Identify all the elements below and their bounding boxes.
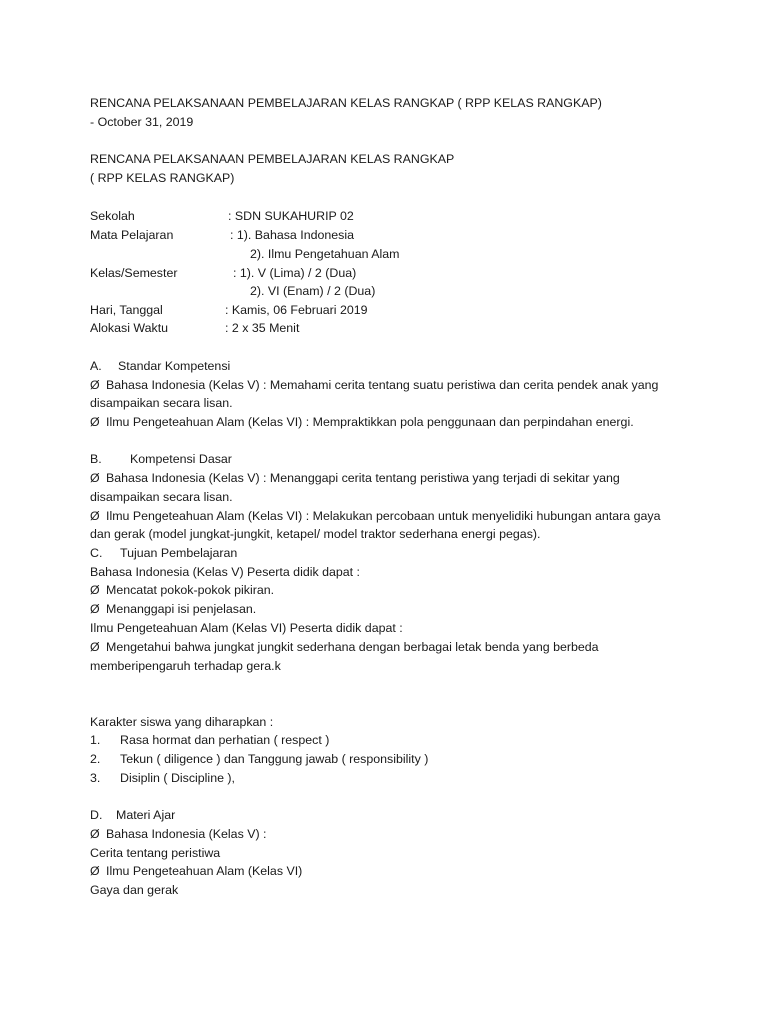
section-d-bi [90, 825, 267, 843]
identity-hari [90, 301, 368, 319]
alokasi-label: Alokasi Waktu [90, 321, 169, 335]
section-c-bi-intro: Bahasa Indonesia (Kelas V) Peserta didik dapat : [90, 565, 361, 579]
kelas-label: Kelas/Semester [90, 266, 178, 280]
section-c-ipa-item-1 [90, 638, 599, 656]
section-b-item-1-text: Bahasa Indonesia (Kelas V) : Menanggapi cerita tentang peristiwa yang terjadi di sekitar yang [106, 471, 620, 485]
section-d-ipa [90, 862, 302, 880]
section-a-title: Standar Kompetensi [118, 359, 231, 373]
section-c-ipa-item-1-text: Mengetahui bahwa jungkat jungkit sederhana dengan berbagai letak benda yang berbeda [106, 640, 599, 654]
section-b-item-1 [90, 469, 620, 487]
section-c-heading [90, 544, 237, 562]
list-item [90, 750, 428, 768]
section-d-ipa-text: Gaya dan gerak [90, 883, 179, 897]
section-a-item-2 [90, 413, 634, 431]
section-b-item-1-cont: disampaikan secara lisan. [90, 490, 233, 504]
bullet-icon: Ø [90, 509, 100, 523]
bullet-icon: Ø [90, 378, 100, 392]
list-item-text: Tekun ( diligence ) dan Tanggung jawab ( responsibility ) [120, 752, 429, 766]
mapel-value-1: : 1). Bahasa Indonesia [230, 228, 354, 242]
section-b-heading [90, 450, 232, 468]
list-item-number: 1. [90, 733, 101, 747]
document-date: - October 31, 2019 [90, 115, 194, 129]
section-b-item-2-cont: dan gerak (model jungkat-jungkit, ketapel/ model traktor sederhana energi pegas). [90, 527, 541, 541]
identity-mapel [90, 226, 354, 244]
list-item-text: Disiplin ( Discipline ), [120, 771, 235, 785]
section-c-ipa-item-1-cont: memberipengaruh terhadap gera.k [90, 659, 281, 673]
section-a-item-1-cont: disampaikan secara lisan. [90, 396, 233, 410]
bullet-icon: Ø [90, 583, 100, 597]
section-d-ipa-label: Ilmu Pengeteahuan Alam (Kelas VI) [106, 864, 303, 878]
bullet-icon: Ø [90, 864, 100, 878]
section-b-title: Kompetensi Dasar [130, 452, 232, 466]
bullet-icon: Ø [90, 827, 100, 841]
identity-kelas [90, 264, 356, 282]
bullet-icon: Ø [90, 602, 100, 616]
identity-sekolah [90, 207, 354, 225]
section-c-bi-item-2 [90, 600, 256, 618]
section-d-heading [90, 806, 175, 824]
bullet-icon: Ø [90, 415, 100, 429]
section-a-item-2-text: Ilmu Pengeteahuan Alam (Kelas VI) : Mempraktikkan pola penggunaan dan perpindahan energi. [106, 415, 634, 429]
identity-alokasi [90, 319, 299, 337]
list-item-number: 3. [90, 771, 101, 785]
list-item [90, 731, 329, 749]
section-a-item-1-text: Bahasa Indonesia (Kelas V) : Memahami cerita tentang suatu peristiwa dan cerita pendek anak yang [106, 378, 659, 392]
section-c-bi-item-1 [90, 581, 274, 599]
section-c-bi-item-1-text: Mencatat pokok-pokok pikiran. [106, 583, 275, 597]
section-d-bi-text: Cerita tentang peristiwa [90, 846, 221, 860]
mapel-label: Mata Pelajaran [90, 228, 174, 242]
section-c-bi-item-2-text: Menanggapi isi penjelasan. [106, 602, 257, 616]
section-c-ipa-intro: Ilmu Pengeteahuan Alam (Kelas VI) Peserta didik dapat : [90, 621, 403, 635]
hari-value: : Kamis, 06 Februari 2019 [225, 303, 368, 317]
section-a-letter: A. [90, 359, 102, 373]
document-subtitle: RENCANA PELAKSANAAN PEMBELAJARAN KELAS RANGKAP [90, 152, 455, 166]
section-b-item-2 [90, 507, 661, 525]
section-d-letter: D. [90, 808, 103, 822]
list-item-number: 2. [90, 752, 101, 766]
section-a-heading [90, 357, 230, 375]
section-b-item-2-text: Ilmu Pengeteahuan Alam (Kelas VI) : Melakukan percobaan untuk menyelidiki hubungan antara gaya [106, 509, 661, 523]
kelas-value-2: 2). VI (Enam) / 2 (Dua) [250, 284, 376, 298]
karakter-intro: Karakter siswa yang diharapkan : [90, 715, 274, 729]
section-c-letter: C. [90, 546, 103, 560]
document-title: RENCANA PELAKSANAAN PEMBELAJARAN KELAS RANGKAP ( RPP KELAS RANGKAP) [90, 96, 602, 110]
sekolah-value: : SDN SUKAHURIP 02 [228, 209, 354, 223]
kelas-value-1: : 1). V (Lima) / 2 (Dua) [233, 266, 357, 280]
section-d-bi-label: Bahasa Indonesia (Kelas V) : [106, 827, 267, 841]
list-item-text: Rasa hormat dan perhatian ( respect ) [120, 733, 330, 747]
bullet-icon: Ø [90, 640, 100, 654]
hari-label: Hari, Tanggal [90, 303, 163, 317]
sekolah-label: Sekolah [90, 209, 135, 223]
section-a-item-1 [90, 376, 658, 394]
section-d-title: Materi Ajar [116, 808, 176, 822]
mapel-value-2: 2). Ilmu Pengetahuan Alam [250, 247, 400, 261]
section-c-title: Tujuan Pembelajaran [120, 546, 238, 560]
section-b-letter: B. [90, 452, 102, 466]
document-subtitle-2: ( RPP KELAS RANGKAP) [90, 171, 235, 185]
list-item [90, 769, 235, 787]
alokasi-value: : 2 x 35 Menit [225, 321, 300, 335]
bullet-icon: Ø [90, 471, 100, 485]
